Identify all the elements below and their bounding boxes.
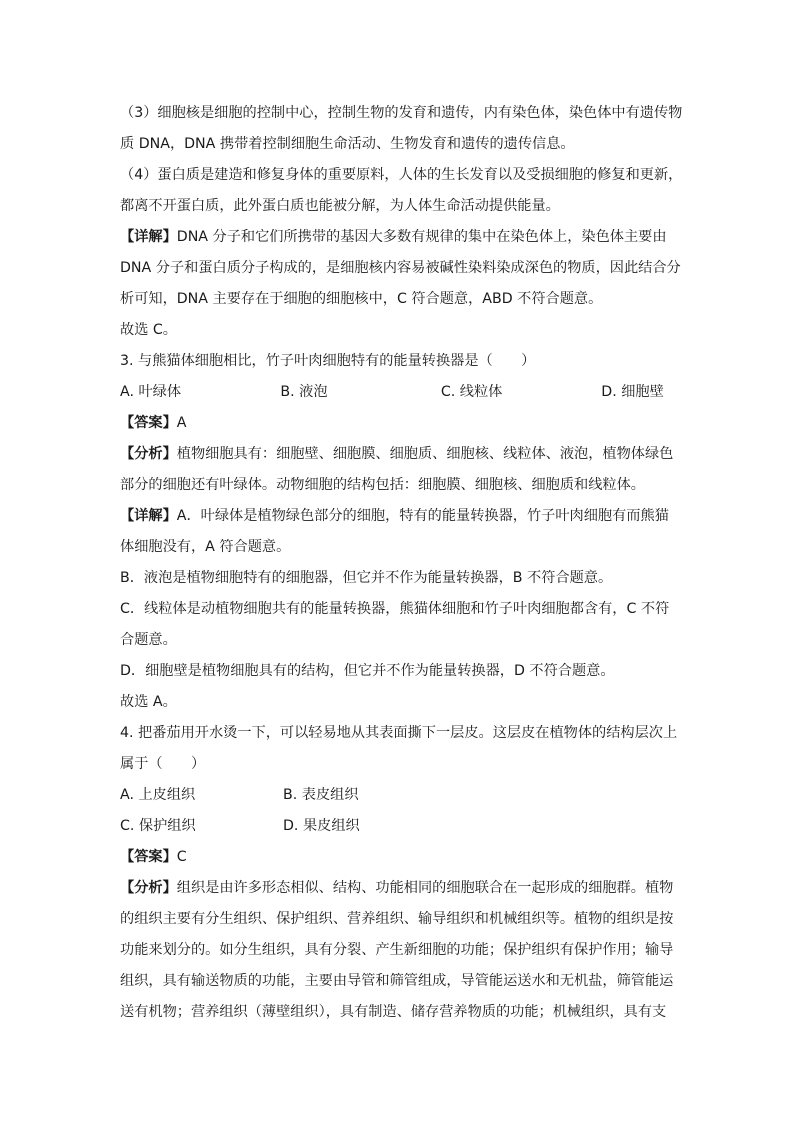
option-c: C. 保护组织	[120, 818, 196, 834]
analysis-line: 送有机物；营养组织（薄壁组织），具有制造、储存营养物质的功能；机械组织，具有支	[120, 1004, 667, 1020]
paragraph-line: 都离不开蛋白质，此外蛋白质也能被分解，为人体生命活动提供能量。	[120, 198, 560, 214]
option-b: B. 表皮组织	[283, 787, 359, 803]
paragraph-line: 质 DNA，DNA 携带着控制细胞生命活动、生物发育和遗传的遗传信息。	[120, 136, 575, 152]
analysis-text: 组织是由许多形态相似、结构、功能相同的细胞联合在一起形成的细胞群。植物	[176, 880, 674, 896]
paragraph-line: （4）蛋白质是建造和修复身体的重要原料，人体的生长发育以及受损细胞的修复和更新，	[120, 167, 683, 183]
analysis-line: 的组织主要有分生组织、保护组织、营养组织、输导组织和机械组织等。植物的组织是按	[120, 911, 674, 927]
analysis-line	[120, 439, 680, 470]
detail-text: A．叶绿体是植物绿色部分的细胞，特有的能量转换器，竹子叶肉细胞有而熊猫	[176, 508, 669, 524]
options-row	[120, 780, 680, 811]
option-d: D. 细胞壁	[601, 384, 664, 400]
option-a: A. 上皮组织	[120, 787, 196, 803]
answer-value: C	[176, 849, 187, 865]
analysis-line: 功能来划分的。如分生组织，具有分裂、产生新细胞的功能；保护组织有保护作用；输导	[120, 942, 674, 958]
detail-line: C．线粒体是动植物细胞共有的能量转换器，熊猫体细胞和竹子叶肉细胞都含有，C 不符	[120, 601, 670, 617]
detail-line: 合题意。	[120, 632, 177, 648]
detail-line: 体细胞没有，A 符合题意。	[120, 539, 291, 555]
analysis-text: 植物细胞具有：细胞壁、细胞膜、细胞质、细胞核、线粒体、液泡，植物体绿色	[176, 446, 674, 462]
conclusion: 故选 A。	[120, 694, 177, 710]
option-d: D. 果皮组织	[283, 818, 360, 834]
option-b: B. 液泡	[280, 384, 328, 400]
options-row	[120, 811, 680, 842]
document-page	[120, 98, 683, 1028]
conclusion: 故选 C。	[120, 322, 177, 338]
detail-tag: 【详解】	[120, 229, 177, 245]
detail-text: DNA 分子和它们所携带的基因大多数有规律的集中在染色体上，染色体主要由	[176, 229, 667, 245]
analysis-tag: 【分析】	[120, 880, 177, 896]
option-a: A. 叶绿体	[120, 384, 182, 400]
question-3: 3. 与熊猫体细胞相比，竹子叶肉细胞特有的能量转换器是（ ）	[120, 353, 536, 369]
detail-line: 析可知，DNA 主要存在于细胞的细胞核中，C 符合题意，ABD 不符合题意。	[120, 291, 603, 307]
answer-line	[120, 408, 680, 439]
detail-line	[120, 501, 680, 532]
analysis-line	[120, 873, 680, 904]
question-4: 4. 把番茄用开水烫一下，可以轻易地从其表面撕下一层皮。这层皮在植物体的结构层次上	[120, 725, 678, 741]
analysis-line: 组织，具有输送物质的功能，主要由导管和筛管组成，导管能运送水和无机盐，筛管能运	[120, 973, 674, 989]
analysis-line: 部分的细胞还有叶绿体。动物细胞的结构包括：细胞膜、细胞核、细胞质和线粒体。	[120, 477, 645, 493]
question-4-cont: 属于（ ）	[120, 756, 206, 772]
detail-line	[120, 222, 680, 253]
option-c: C. 线粒体	[440, 384, 503, 400]
detail-line: DNA 分子和蛋白质分子构成的，是细胞核内容易被碱性染料染成深色的物质，因此结合分	[120, 260, 681, 276]
options-row	[120, 377, 680, 408]
answer-line	[120, 842, 680, 873]
answer-value: A	[176, 415, 187, 431]
detail-tag: 【详解】	[120, 508, 177, 524]
analysis-tag: 【分析】	[120, 446, 177, 462]
answer-tag: 【答案】	[120, 415, 177, 431]
detail-line: B．液泡是植物细胞特有的细胞器，但它并不作为能量转换器，B 不符合题意。	[120, 570, 613, 586]
paragraph-line: （3）细胞核是细胞的控制中心，控制生物的发育和遗传，内有染色体，染色体中有遗传物	[120, 105, 683, 121]
detail-line: D．细胞壁是植物细胞具有的结构，但它并不作为能量转换器，D 不符合题意。	[120, 663, 615, 679]
answer-tag: 【答案】	[120, 849, 177, 865]
